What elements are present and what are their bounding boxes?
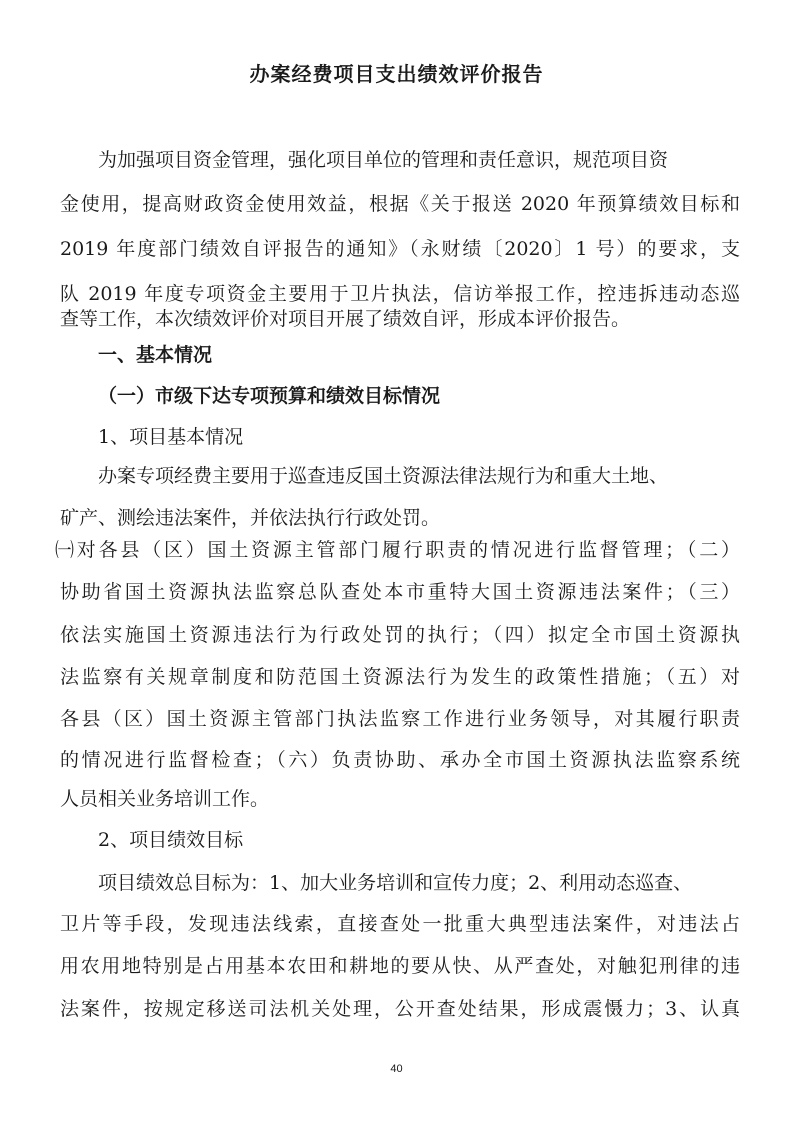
paragraph-line: 协助省国土资源执法监察总队查处本市重特大国土资源违法案件；（三） — [60, 581, 740, 603]
paragraph-line: 的情况进行监督检查；（六）负责协助、承办全市国土资源执法监察系统 — [60, 749, 740, 771]
paragraph-line: 队 2019 年度专项资金主要用于卫片执法，信访举报工作，控违拆违动态巡 — [60, 283, 740, 305]
paragraph-line: 依法实施国土资源违法行为行政处罚的执行；（四）拟定全市国土资源执 — [60, 624, 740, 646]
subsection-heading: （一）市级下达专项预算和绩效目标情况 — [98, 385, 441, 407]
paragraph-line: 用农用地特别是占用基本农田和耕地的要从快、从严查处，对触犯刑律的违 — [60, 955, 740, 977]
section-heading: 一、基本情况 — [98, 344, 213, 366]
paragraph-line: 项目绩效总目标为：1、加大业务培训和宣传力度；2、利用动态巡查、 — [98, 872, 693, 894]
paragraph-line: 矿产、测绘违法案件，并依法执行行政处罚。 — [60, 507, 441, 529]
paragraph-line: 2019 年度部门绩效自评报告的通知》（永财绩〔2020〕1 号）的要求，支 — [60, 238, 740, 260]
paragraph-line: 法监察有关规章制度和防范国土资源法行为发生的政策性措施；（五）对 — [60, 666, 740, 688]
document-title: 办案经费项目支出绩效评价报告 — [249, 62, 544, 86]
paragraph-line: 办案专项经费主要用于巡查违反国土资源法律法规行为和重大土地、 — [98, 465, 669, 487]
paragraph-line: 法案件，按规定移送司法机关处理，公开查处结果，形成震慑力；3、认真 — [60, 998, 740, 1020]
paragraph-line: 各县（区）国土资源主管部门执法监察工作进行业务领导，对其履行职责 — [60, 708, 740, 730]
item-heading: 1、项目基本情况 — [98, 426, 244, 448]
item-heading: 2、项目绩效目标 — [98, 829, 244, 851]
paragraph-line: 为加强项目资金管理，强化项目单位的管理和责任意识，规范项目资 — [98, 149, 669, 171]
paragraph-line: 卫片等手段，发现违法线索，直接查处一批重大典型违法案件，对违法占 — [60, 913, 740, 935]
paragraph-line: 金使用，提高财政资金使用效益，根据《关于报送 2020 年预算绩效目标和 — [60, 193, 740, 215]
page-number: 40 — [390, 1063, 403, 1075]
paragraph-line: 查等工作，本次绩效评价对项目开展了绩效自评，形成本评价报告。 — [60, 308, 631, 330]
paragraph-line: 人员相关业务培训工作。 — [60, 788, 270, 810]
paragraph-line: ㈠对各县（区）国土资源主管部门履行职责的情况进行监督管理；（二） — [55, 539, 740, 561]
